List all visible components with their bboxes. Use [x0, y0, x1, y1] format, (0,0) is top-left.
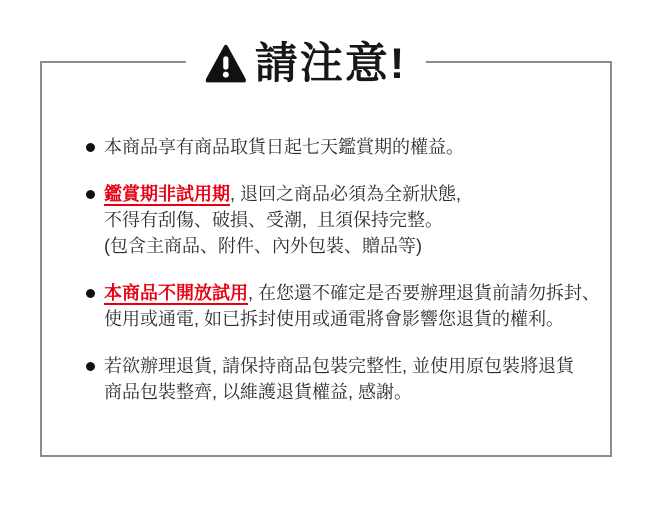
- notice-list: [87, 134, 600, 426]
- notice-line: 使用或通電, 如已拆封使用或通電將會影響您退貨的權利。: [104, 309, 564, 329]
- notice-line: 不得有刮傷、破損、受潮, 且須保持完整。: [104, 210, 444, 230]
- notice-item: [87, 181, 600, 259]
- notice-item: [87, 280, 600, 332]
- notice-line-rest: , 在您還不確定是否要辦理退貨前請勿拆封、: [248, 283, 600, 303]
- notice-header: [186, 39, 426, 89]
- notice-item: [87, 353, 600, 405]
- notice-line: 商品包裝整齊, 以維護退貨權益, 感謝。: [104, 382, 413, 402]
- notice-line-rest: , 退回之商品必須為全新狀態,: [230, 184, 462, 204]
- notice-line: 若欲辦理退貨, 請保持商品包裝完整性, 並使用原包裝將退貨: [104, 356, 575, 376]
- notice-line: 本商品享有商品取貨日起七天鑑賞期的權益。: [104, 137, 464, 157]
- notice-line: [104, 280, 600, 306]
- notice-item: [87, 134, 600, 160]
- notice-title: 請注意!: [254, 40, 407, 88]
- highlighted-phrase: 鑑賞期非試用期: [104, 184, 230, 204]
- warning-triangle-icon: [206, 44, 246, 84]
- notice-line: (包含主商品、附件、內外包裝、贈品等): [104, 236, 422, 256]
- notice-line: [104, 181, 600, 207]
- highlighted-phrase: 本商品不開放試用: [104, 283, 248, 303]
